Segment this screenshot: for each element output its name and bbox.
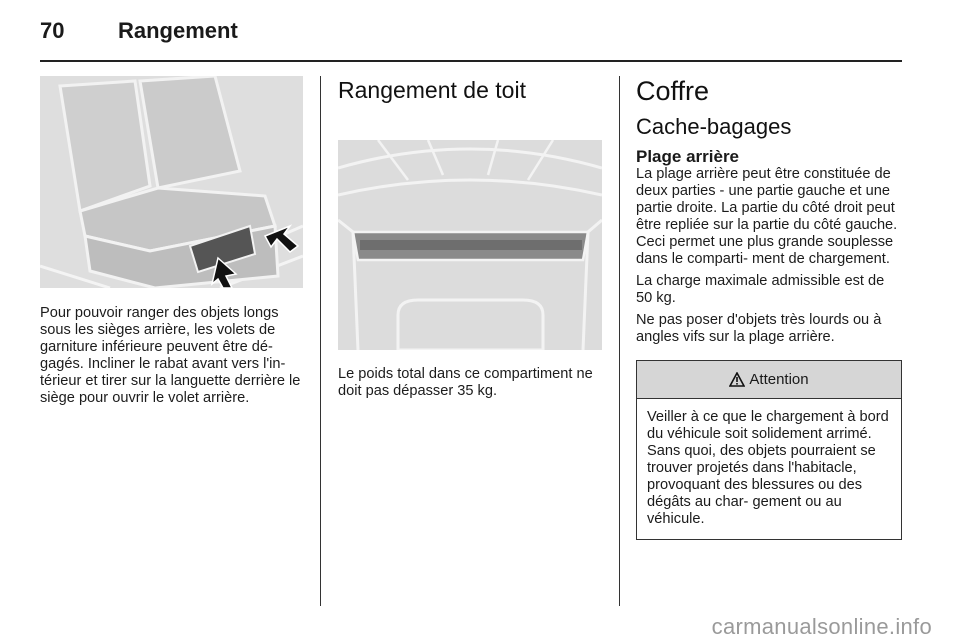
- rear-shelf-text-1: La plage arrière peut être constituée de deux parties - une partie gauche et une partie droite. La partie du côté droit peut être repliée sur la partie du côté gauche. Ceci permet une plus grande souplesse dans le comparti- ment de chargement.: [636, 166, 898, 267]
- watermark: carmanualsonline.info: [711, 614, 932, 639]
- cargo-cover-heading: Cache-bagages: [636, 114, 792, 139]
- underseat-storage-text: Pour pouvoir ranger des objets longs sous les sièges arrière, les volets de garniture inférieure peuvent être dé- gagés. Incliner le rabat avant vers l'in- térieur et tirer sur la languette derrière le siège pour ouvrir le volet arrière.: [40, 305, 301, 406]
- column-2: [338, 76, 602, 400]
- warning-title: Attention: [749, 371, 809, 388]
- warning-box: [636, 360, 902, 540]
- warning-text: Veiller à ce que le chargement à bord du véhicule soit solidement arrimé. Sans quoi, des objets pourraient se trouver projetés dans l'habitacle, provoquant des blessures ou des dégâts au char- gement ou au véhicule.: [647, 409, 889, 527]
- column-divider-2: [619, 76, 620, 606]
- header-rule: [40, 60, 902, 62]
- column-divider-1: [320, 76, 321, 606]
- rear-shelf-text-2: La charge maximale admissible est de 50 kg.: [636, 273, 885, 306]
- rear-shelf-text-3: Ne pas poser d'objets très lourds ou à angles vifs sur la plage arrière.: [636, 312, 882, 345]
- roof-storage-compartment-illustration: [338, 140, 602, 350]
- column-3: [636, 76, 902, 540]
- page-number: 70: [40, 18, 65, 43]
- trunk-heading: Coffre: [636, 76, 710, 106]
- rear-shelf-heading: Plage arrière: [636, 147, 740, 166]
- rear-seat-figure: [40, 76, 303, 288]
- roof-storage-figure: [338, 140, 602, 350]
- column-1: [40, 76, 303, 407]
- roof-storage-heading: Rangement de toit: [338, 77, 526, 103]
- rear-seat-underseat-storage-illustration: [40, 76, 303, 288]
- warning-triangle-icon: [729, 372, 745, 387]
- chapter-title: Rangement: [118, 18, 238, 43]
- page-header: [40, 18, 902, 62]
- roof-storage-text: Le poids total dans ce compartiment ne doit pas dépasser 35 kg.: [338, 366, 593, 399]
- warning-header: [637, 361, 901, 399]
